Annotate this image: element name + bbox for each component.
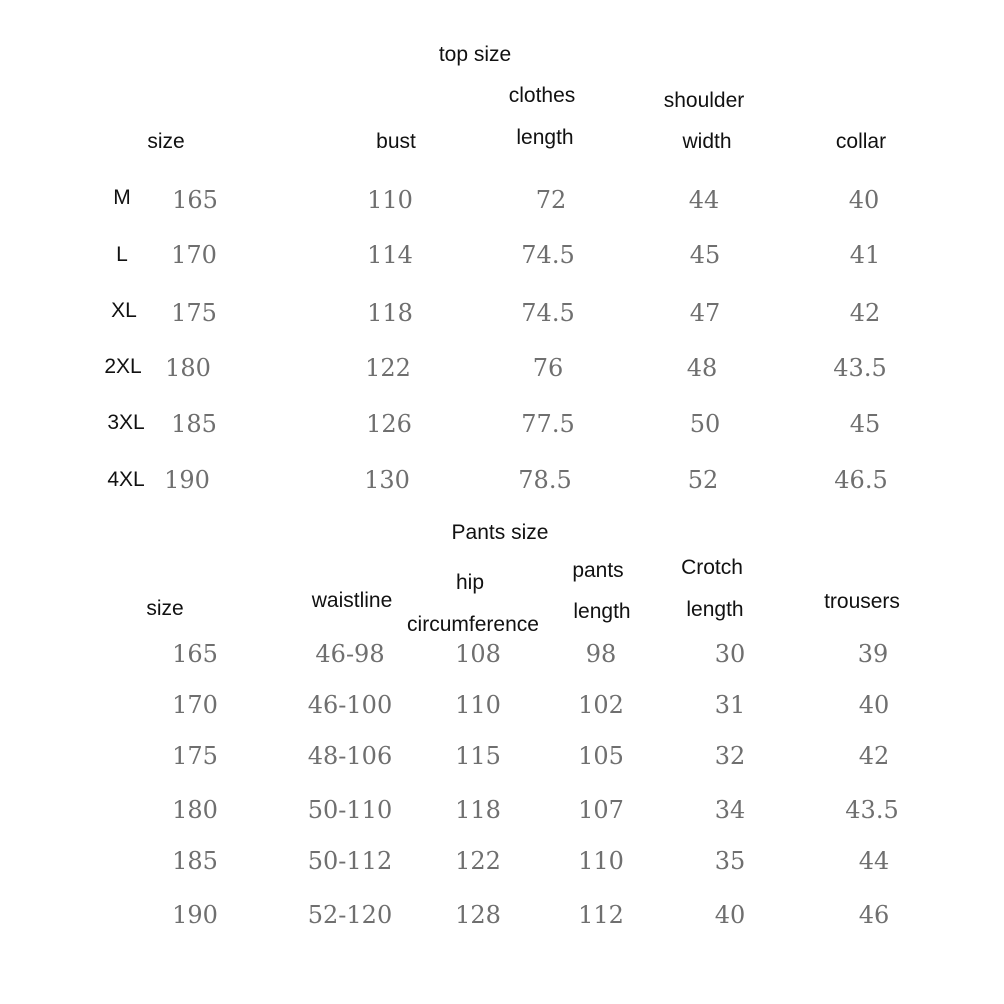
top-cell-collar: 43.5 <box>833 354 887 382</box>
pants-header-hip-line2: circumference <box>407 613 539 636</box>
pants-cell-crotch-length: 34 <box>714 796 746 824</box>
top-cell-height: 180 <box>165 354 211 382</box>
pants-cell-crotch-length: 40 <box>714 901 746 929</box>
pants-cell-pants-length: 112 <box>578 901 624 929</box>
top-cell-clothes-length: 77.5 <box>521 410 575 438</box>
top-header-collar: collar <box>835 130 887 153</box>
top-cell-clothes-length: 78.5 <box>518 466 572 494</box>
pants-header-waistline: waistline <box>311 589 393 612</box>
top-cell-bust: 118 <box>367 299 413 327</box>
top-header-clothes-line2: length <box>516 126 574 149</box>
pants-cell-trousers: 42 <box>858 742 890 770</box>
pants-header-crotch-line2: length <box>686 598 744 621</box>
pants-cell-crotch-length: 35 <box>714 847 746 875</box>
pants-cell-waistline: 50-112 <box>307 847 393 875</box>
top-row-label: 2XL <box>104 355 142 378</box>
top-size-title: top size <box>438 43 512 66</box>
pants-cell-crotch-length: 31 <box>714 691 746 719</box>
top-cell-height: 165 <box>172 186 218 214</box>
top-cell-bust: 110 <box>367 186 413 214</box>
pants-header-trousers: trousers <box>824 590 900 613</box>
top-cell-height: 170 <box>171 241 217 269</box>
top-cell-clothes-length: 72 <box>535 186 567 214</box>
top-cell-bust: 114 <box>367 241 413 269</box>
pants-size-title: Pants size <box>451 521 549 544</box>
top-cell-collar: 41 <box>849 241 881 269</box>
pants-cell-trousers: 39 <box>857 640 889 668</box>
top-cell-height: 190 <box>164 466 210 494</box>
pants-cell-pants-length: 107 <box>578 796 624 824</box>
pants-cell-crotch-length: 32 <box>714 742 746 770</box>
top-cell-height: 185 <box>171 410 217 438</box>
top-cell-collar: 42 <box>849 299 881 327</box>
pants-cell-trousers: 44 <box>858 847 890 875</box>
pants-cell-height: 165 <box>172 640 218 668</box>
top-cell-height: 175 <box>171 299 217 327</box>
pants-header-pants-line2: length <box>573 600 631 623</box>
pants-cell-hip: 128 <box>455 901 501 929</box>
top-cell-bust: 122 <box>365 354 411 382</box>
pants-cell-trousers: 46 <box>858 901 890 929</box>
pants-cell-trousers: 40 <box>858 691 890 719</box>
pants-cell-height: 170 <box>172 691 218 719</box>
top-cell-clothes-length: 76 <box>532 354 564 382</box>
pants-header-hip-line1: hip <box>455 571 485 594</box>
pants-cell-hip: 118 <box>455 796 501 824</box>
pants-cell-height: 190 <box>172 901 218 929</box>
pants-cell-hip: 108 <box>455 640 501 668</box>
top-cell-collar: 45 <box>849 410 881 438</box>
pants-cell-hip: 110 <box>455 691 501 719</box>
top-header-shoulder-line1: shoulder <box>663 89 745 112</box>
pants-cell-pants-length: 102 <box>578 691 624 719</box>
pants-cell-trousers: 43.5 <box>845 796 899 824</box>
pants-header-crotch-line1: Crotch <box>681 556 743 579</box>
pants-cell-hip: 115 <box>455 742 501 770</box>
pants-cell-crotch-length: 30 <box>714 640 746 668</box>
top-cell-shoulder-width: 47 <box>689 299 721 327</box>
pants-cell-hip: 122 <box>455 847 501 875</box>
pants-cell-pants-length: 98 <box>585 640 617 668</box>
top-cell-shoulder-width: 52 <box>687 466 719 494</box>
top-cell-shoulder-width: 50 <box>689 410 721 438</box>
pants-cell-waistline: 50-110 <box>307 796 393 824</box>
top-header-shoulder-line2: width <box>682 130 732 153</box>
pants-cell-waistline: 46-100 <box>307 691 393 719</box>
top-cell-clothes-length: 74.5 <box>521 299 575 327</box>
top-cell-bust: 126 <box>366 410 412 438</box>
pants-cell-waistline: 52-120 <box>307 901 393 929</box>
top-cell-shoulder-width: 48 <box>686 354 718 382</box>
pants-cell-waistline: 48-106 <box>307 742 393 770</box>
top-cell-collar: 40 <box>848 186 880 214</box>
top-row-label: 4XL <box>107 468 145 491</box>
pants-cell-waistline: 46-98 <box>315 640 385 668</box>
top-header-bust: bust <box>376 130 416 153</box>
top-cell-shoulder-width: 45 <box>689 241 721 269</box>
top-row-label: XL <box>111 299 137 322</box>
pants-cell-height: 185 <box>172 847 218 875</box>
top-cell-collar: 46.5 <box>834 466 888 494</box>
pants-cell-pants-length: 110 <box>578 847 624 875</box>
top-header-size: size <box>147 130 185 153</box>
pants-header-size: size <box>146 597 184 620</box>
pants-header-pants-line1: pants <box>572 559 624 582</box>
top-row-label: M <box>113 186 131 209</box>
pants-cell-pants-length: 105 <box>578 742 624 770</box>
pants-cell-height: 180 <box>172 796 218 824</box>
top-cell-clothes-length: 74.5 <box>521 241 575 269</box>
top-row-label: 3XL <box>107 411 145 434</box>
top-row-label: L <box>116 243 128 266</box>
top-cell-bust: 130 <box>364 466 410 494</box>
top-header-clothes-line1: clothes <box>508 84 576 107</box>
pants-cell-height: 175 <box>172 742 218 770</box>
top-cell-shoulder-width: 44 <box>688 186 720 214</box>
